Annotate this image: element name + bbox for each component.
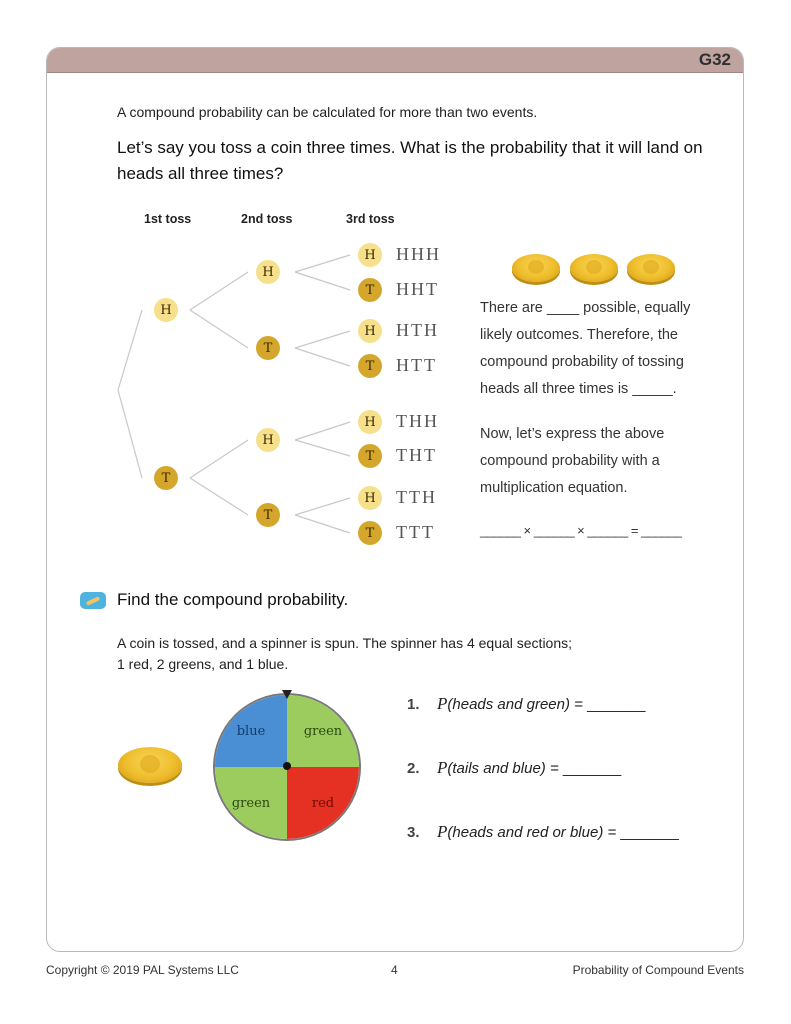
answer-blank-2[interactable]: _______ <box>562 760 622 777</box>
node-3rd-1: H <box>358 243 382 267</box>
toss-label-1: 1st toss <box>144 212 192 226</box>
outcome-8: TTT <box>396 522 435 542</box>
node-3rd-6: T <box>358 444 382 468</box>
equation-paragraph: Now, let’s express the above compound probability with a multiplication equation. <box>480 426 665 496</box>
outcome-2: HHT <box>396 279 439 299</box>
question-1: 1. P(heads and green) = _______ <box>407 694 646 713</box>
toss-label-2: 2nd toss <box>241 212 293 226</box>
node-3rd-3: H <box>358 319 382 343</box>
node-1st-tails: T <box>154 466 178 490</box>
spinner-section-green-1: green <box>287 695 359 767</box>
node-2nd-t-h: H <box>256 428 280 452</box>
problem-line-2: 1 red, 2 greens, and 1 blue. <box>117 656 289 672</box>
coin-icon-3 <box>627 254 675 282</box>
spinner-section-green-2: green <box>215 767 287 839</box>
answer-blank-1[interactable]: _______ <box>587 696 646 713</box>
node-1st-heads: H <box>154 298 178 322</box>
question-2: 2. P(tails and blue) = _______ <box>407 758 622 777</box>
coin-icon-1 <box>512 254 560 282</box>
outcome-3: HTH <box>396 320 439 340</box>
spinner-section-red: red <box>287 767 359 839</box>
node-2nd-h-h: H <box>256 260 280 284</box>
outcome-1: HHH <box>396 244 441 264</box>
node-3rd-2: T <box>358 278 382 302</box>
outcome-5: THH <box>396 411 439 431</box>
outcome-4: HTT <box>396 355 437 375</box>
coin-icon-2 <box>570 254 618 282</box>
problem-text <box>117 633 677 675</box>
outcomes-paragraph: There are ____ possible, equally likely outcomes. Therefore, the compound probability of tossing heads all three times is _____. <box>480 300 691 397</box>
intro-text: A compound probability can be calculated for more than two events. <box>117 104 538 120</box>
node-3rd-7: H <box>358 486 382 510</box>
answer-blank-3[interactable]: _______ <box>620 824 679 841</box>
outcome-7: TTH <box>396 487 437 507</box>
footer-title: Probability of Compound Events <box>572 963 744 977</box>
node-2nd-t-t: T <box>256 503 280 527</box>
spinner-section-blue: blue <box>215 695 287 767</box>
coin-icon-exercise <box>118 747 182 783</box>
multiplication-equation: ______ × ______ × ______ = ______ <box>480 523 682 538</box>
spinner-hub <box>283 762 291 770</box>
question-3: 3. P(heads and red or blue) = _______ <box>407 822 679 841</box>
lesson-code: G32 <box>698 50 731 69</box>
outcome-6: THT <box>396 445 437 465</box>
exercise-title: Find the compound probability. <box>117 590 349 609</box>
problem-line-1: A coin is tossed, and a spinner is spun. The spinner has 4 equal sections; <box>117 635 573 651</box>
node-2nd-h-t: T <box>256 336 280 360</box>
question-text: Let’s say you toss a coin three times. What is the probability that it will land on heads all three times? <box>117 138 703 183</box>
footer-copyright: Copyright © 2019 PAL Systems LLC <box>46 963 239 977</box>
spinner-pointer-icon <box>282 690 292 699</box>
node-3rd-8: T <box>358 521 382 545</box>
pencil-icon <box>80 592 106 609</box>
node-3rd-5: H <box>358 410 382 434</box>
node-3rd-4: T <box>358 354 382 378</box>
toss-label-3: 3rd toss <box>346 212 395 226</box>
footer-page-number: 4 <box>391 963 398 977</box>
